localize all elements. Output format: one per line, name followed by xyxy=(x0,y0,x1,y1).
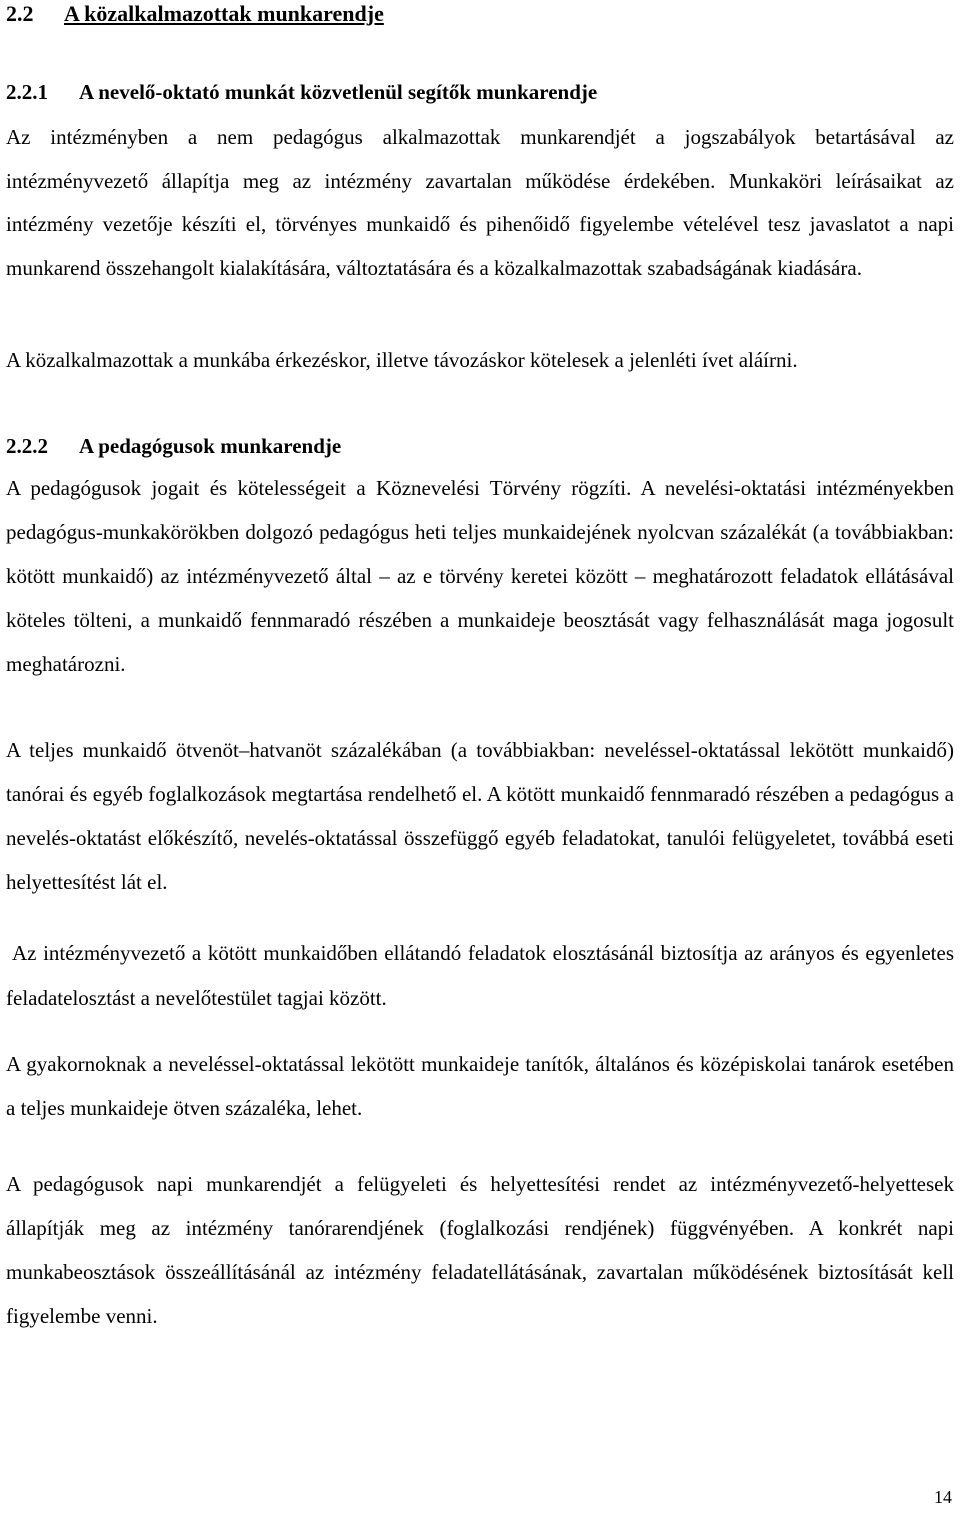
subsection-heading-2-2-2 xyxy=(6,432,954,460)
subsection-title: A nevelő-oktató munkát közvetlenül segítők munkarendje xyxy=(79,80,598,104)
section-heading-2-2 xyxy=(6,0,954,28)
subsection-heading-2-2-1 xyxy=(6,78,954,106)
subsection-number: 2.2.1 xyxy=(6,80,48,104)
section-title: A közalkalmazottak munkarendje xyxy=(64,1,384,26)
paragraph: A pedagógusok napi munkarendjét a felügyeleti és helyettesítési rendet az intézményvezető-helyettesek állapítják meg az intézmény tanórarendjének (foglalkozási rendjének) függvényében. A konkrét napi munkabeosztások összeállításánál az intézmény feladatellátásának, zavartalan működésének biztosítását kell figyelembe venni. xyxy=(6,1172,954,1328)
paragraph: A gyakornoknak a neveléssel-oktatással lekötött munkaideje tanítók, általános és középiskolai tanárok esetében a teljes munkaideje ötven százaléka, lehet. xyxy=(6,1052,954,1120)
paragraph: A közalkalmazottak a munkába érkezéskor, illetve távozáskor kötelesek a jelenléti ívet aláírni. xyxy=(6,348,798,372)
paragraph: Az intézményvezető a kötött munkaidőben ellátandó feladatok elosztásánál biztosítja az arányos és egyenletes feladatelosztást a nevelőtestület tagjai között. xyxy=(6,941,954,1010)
subsection-number: 2.2.2 xyxy=(6,434,48,458)
subsection-title: A pedagógusok munkarendje xyxy=(79,434,342,458)
page-number: 14 xyxy=(934,1487,952,1507)
section-number: 2.2 xyxy=(6,1,34,26)
paragraph: A teljes munkaidő ötvenöt–hatvanöt százalékában (a továbbiakban: neveléssel-oktatással lekötött munkaidő) tanórai és egyéb foglalkozások megtartása rendelhető el. A kötött munkaidő fennmaradó részében a pedagógus a nevelés-oktatást előkészítő, nevelés-oktatással összefüggő egyéb feladatokat, tanulói felügyeletet, továbbá eseti helyettesítést lát el. xyxy=(6,738,954,894)
paragraph: Az intézményben a nem pedagógus alkalmazottak munkarendjét a jogszabályok betartásával az intézményvezető állapítja meg az intézmény zavartalan működése érdekében. Munkaköri leírásaikat az intézmény vezetője készíti el, törvényes munkaidő és pihenőidő figyelembe vételével tesz javaslatot a napi munkarend összehangolt kialakítására, változtatására és a közalkalmazottak szabadságának kiadására. xyxy=(6,125,954,280)
paragraph: A pedagógusok jogait és kötelességeit a Köznevelési Törvény rögzíti. A nevelési-oktatási intézményekben pedagógus-munkakörökben dolgozó pedagógus heti teljes munkaidejének nyolcvan százalékát (a továbbiakban: kötött munkaidő) az intézményvezető által – az e törvény keretei között – meghatározott feladatok ellátásával köteles tölteni, a munkaidő fennmaradó részében a munkaideje beosztását vagy felhasználását maga jogosult meghatározni. xyxy=(6,476,954,676)
